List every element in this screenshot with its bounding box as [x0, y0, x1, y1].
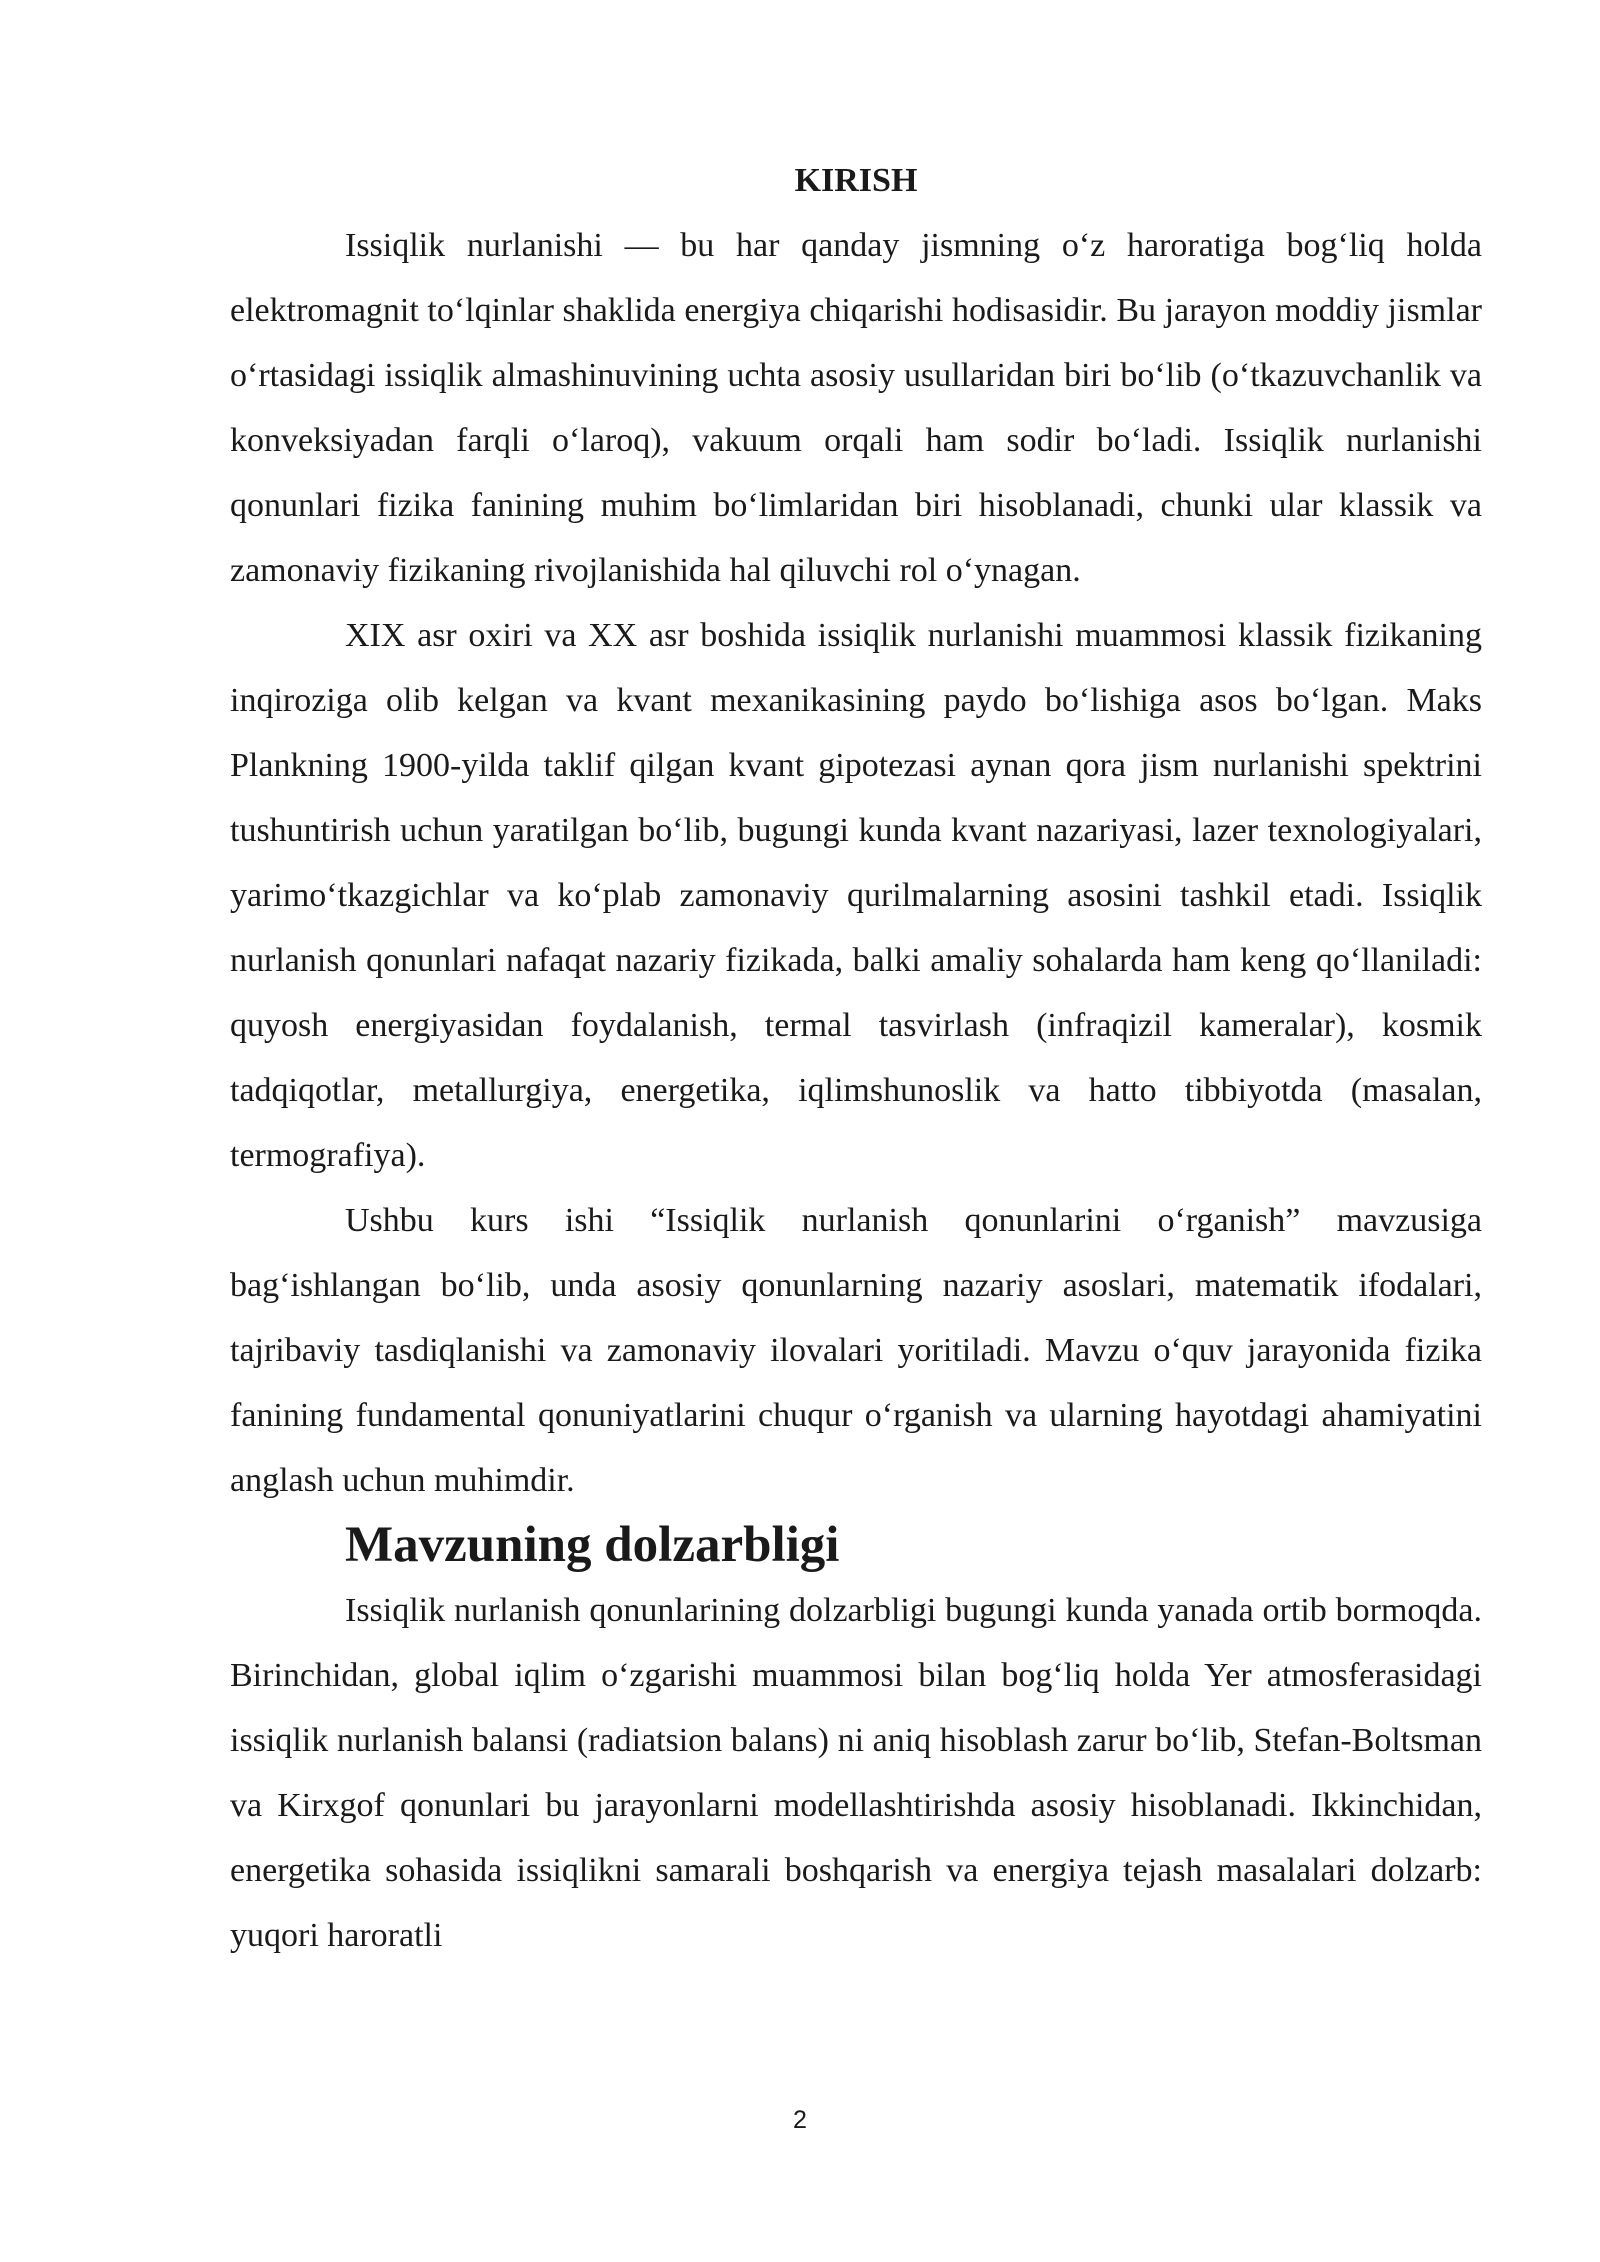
page-content [230, 148, 1482, 1968]
intro-paragraph-1: Issiqlik nurlanishi — bu har qanday jismning oʻz haroratiga bogʻliq holda elektromagnit toʻlqinlar shaklida energiya chiqarishi hodisasidir. Bu jarayon moddiy jismlar oʻrtasidagi issiqlik almashinuvining uchta asosiy usullaridan biri boʻlib (oʻtkazuvchanlik va konveksiyadan farqli oʻlaroq), vakuum orqali ham sodir boʻladi. Issiqlik nurlanishi qonunlari fizika fanining muhim boʻlimlaridan biri hisoblanadi, chunki ular klassik va zamonaviy fizikaning rivojlanishida hal qiluvchi rol oʻynagan. [230, 227, 1482, 589]
subsection-heading: Mavzuning dolzarbligi [345, 1517, 840, 1573]
page-number: 2 [793, 2106, 807, 2134]
intro-paragraph-2: XIX asr oxiri va XX asr boshida issiqlik nurlanishi muammosi klassik fizikaning inqiroziga olib kelgan va kvant mexanikasining paydo boʻlishiga asos boʻlgan. Maks Plankning 1900-yilda taklif qilgan kvant gipotezasi aynan qora jism nurlanishi spektrini tushuntirish uchun yaratilgan boʻlib, bugungi kunda kvant nazariyasi, lazer texnologiyalari, yarimoʻtkazgichlar va koʻplab zamonaviy qurilmalarning asosini tashkil etadi. Issiqlik nurlanish qonunlari nafaqat nazariy fizikada, balki amaliy sohalarda ham keng qoʻllaniladi: quyosh energiyasidan foydalanish, termal tasvirlash (infraqizil kameralar), kosmik tadqiqotlar, metallurgiya, energetika, iqlimshunoslik va hatto tibbiyotda (masalan, termografiya). [230, 617, 1482, 1174]
section-title: KIRISH [794, 162, 918, 199]
relevance-paragraph: Issiqlik nurlanish qonunlarining dolzarbligi bugungi kunda yanada ortib bormoqda. Birinchidan, global iqlim oʻzgarishi muammosi bilan bogʻliq holda Yer atmosferasidagi issiqlik nurlanish balansi (radiatsion balans) ni aniq hisoblash zarur boʻlib, Stefan-Boltsman va Kirxgof qonunlari bu jarayonlarni modellashtirishda asosiy hisoblanadi. Ikkinchidan, energetika sohasida issiqlikni samarali boshqarish va energiya tejash masalalari dolzarb: yuqori haroratli [230, 1592, 1482, 1954]
intro-paragraph-3: Ushbu kurs ishi “Issiqlik nurlanish qonunlarini oʻrganish” mavzusiga bagʻishlangan boʻlib, unda asosiy qonunlarning nazariy asoslari, matematik ifodalari, tajribaviy tasdiqlanishi va zamonaviy ilovalari yoritiladi. Mavzu oʻquv jarayonida fizika fanining fundamental qonuniyatlarini chuqur oʻrganish va ularning hayotdagi ahamiyatini anglash uchun muhimdir. [230, 1202, 1482, 1499]
